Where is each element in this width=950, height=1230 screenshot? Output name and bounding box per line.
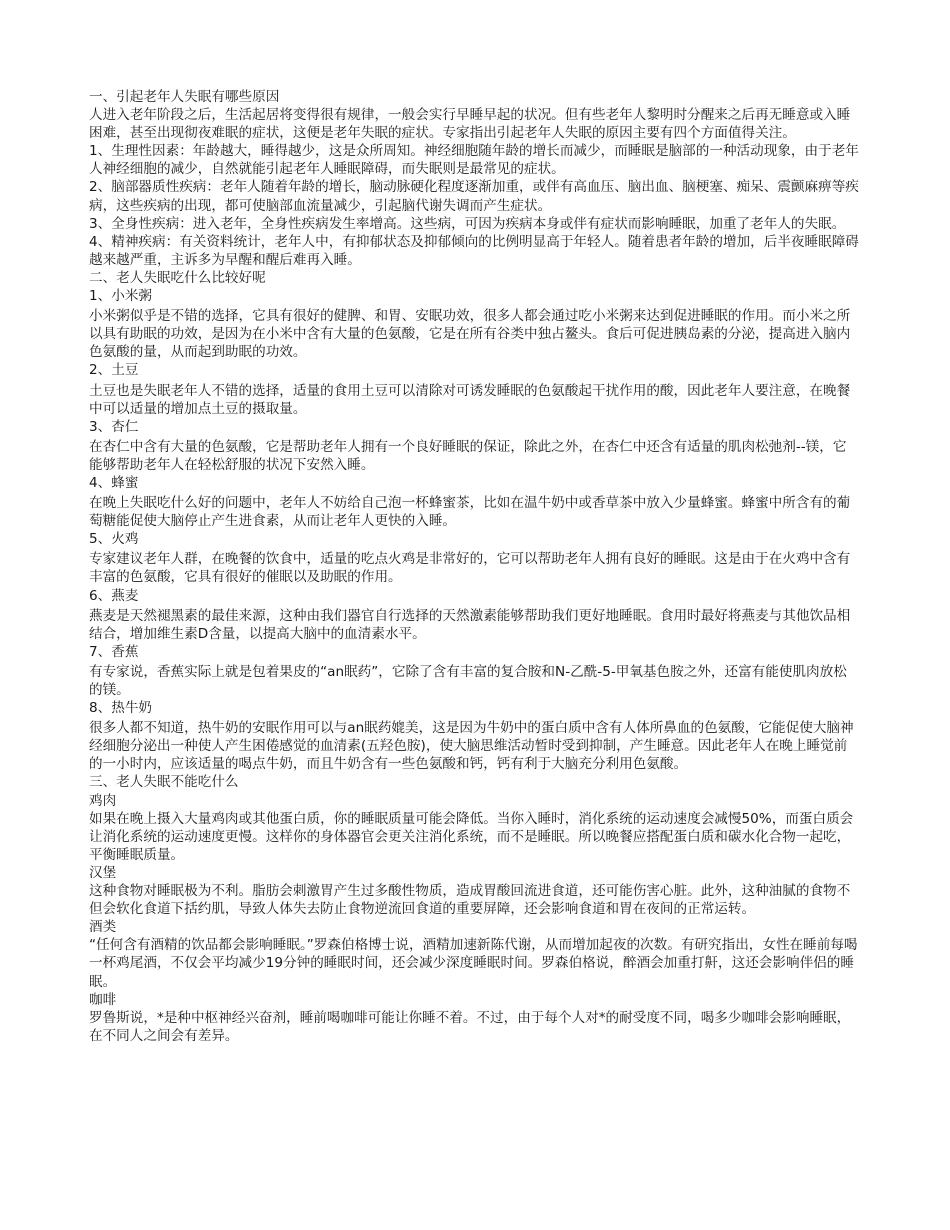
food-title: 3、杏仁 — [89, 418, 139, 435]
intro-paragraph: 人进入老年阶段之后，生活起居将变得很有规律，一般会实行早睡早起的状况。但有些老年人黎明时分醒来之后再无睡意或入睡困难，甚至出现彻夜难眠的症状，这便是老年失眠的症状。专家指出引起老年人失眠的原因主要有四个方面值得关注。 — [89, 107, 851, 142]
food-title: 1、小米粥 — [89, 288, 153, 305]
food-text: 在杏仁中含有大量的色氨酸，它是帮助老年人拥有一个良好睡眠的保证，除此之外，在杏仁中还含有适量的肌肉松弛剂--镁，它能够帮助老年人在轻松舒服的状况下安然入睡。 — [89, 438, 847, 473]
cause-paragraph: 1、生理性因素：年龄越大，睡得越少，这是众所周知。神经细胞随年龄的增长而减少，而睡眠是脑部的一种活动现象，由于老年人神经细胞的减少，自然就能引起老年人睡眠障碍，而失眠则是最常见的症状。 — [89, 143, 859, 178]
food-text: 有专家说，香蕉实际上就是包着果皮的“an眠药”，它除了含有丰富的复合胺和N-乙酰-5-甲氧基色胺之外，还富有能使肌肉放松的镁。 — [89, 663, 847, 698]
section-heading-3: 三、老人失眠不能吃什么 — [89, 774, 239, 791]
avoid-title: 鸡肉 — [89, 792, 117, 809]
section-heading-1: 一、引起老年人失眠有哪些原因 — [89, 89, 280, 105]
food-text: 在晚上失眠吃什么好的问题中，老年人不妨给自己泡一杯蜂蜜茶，比如在温牛奶中或香草茶中放入少量蜂蜜。蜂蜜中所含有的葡萄糖能促使大脑停止产生进食素，从而让老年人更快的入睡。 — [89, 495, 851, 530]
cause-paragraph: 3、全身性疾病：进入老年，全身性疾病发生率增高。这些病，可因为疾病本身或伴有症状而影响睡眠，加重了老年人的失眠。 — [89, 215, 846, 232]
food-title: 6、燕麦 — [89, 587, 139, 604]
avoid-text: 这种食物对睡眠极为不利。脂肪会刺激胃产生过多酸性物质，造成胃酸回流进食道，还可能伤害心脏。此外，这种油腻的食物不但会软化食道下括约肌，导致人体失去防止食物逆流回食道的重要屏障，还会影响食道和胃在夜间的正常运转。 — [89, 883, 851, 918]
food-text: 土豆也是失眠老年人不错的选择，适量的食用土豆可以清除对可诱发睡眠的色氨酸起干扰作用的酸，因此老年人要注意，在晚餐中可以适量的增加点土豆的摄取量。 — [89, 382, 851, 417]
avoid-title: 汉堡 — [89, 864, 117, 881]
food-title: 5、火鸡 — [89, 531, 139, 548]
avoid-title: 酒类 — [89, 919, 117, 936]
food-title: 7、香蕉 — [89, 643, 139, 660]
food-text: 燕麦是天然褪黑素的最佳来源，这种由我们器官自行选择的天然激素能够帮助我们更好地睡眠。食用时最好将燕麦与其他饮品相结合，增加维生素D含量，以提高大脑中的血清素水平。 — [89, 607, 851, 642]
food-text: 小米粥似乎是不错的选择，它具有很好的健脾、和胃、安眠功效，很多人都会通过吃小米粥来达到促进睡眠的作用。而小米之所以具有助眠的功效，是因为在小米中含有大量的色氨酸，它是在所有谷类中独占鳌头。食后可促进胰岛素的分泌，提高进入脑内色氨酸的量，从而起到助眠的功效。 — [89, 308, 851, 361]
avoid-text: 如果在晚上摄入大量鸡肉或其他蛋白质，你的睡眠质量可能会降低。当你入睡时，消化系统的运动速度会减慢50%，而蛋白质会让消化系统的运动速度更慢。这样你的身体器官会更关注消化系统，而不是睡眠。所以晚餐应搭配蛋白质和碳水化合物一起吃，平衡睡眠质量。 — [89, 810, 854, 863]
food-title: 4、蜂蜜 — [89, 474, 139, 491]
food-title: 8、热牛奶 — [89, 700, 153, 717]
avoid-text: 罗鲁斯说，*是种中枢神经兴奋剂，睡前喝咖啡可能让你睡不着。不过，由于每个人对*的耐受度不同，喝多少咖啡会影响睡眠，在不同人之间会有差异。 — [89, 1009, 851, 1044]
cause-paragraph: 4、精神疾病：有关资料统计，老年人中，有抑郁状态及抑郁倾向的比例明显高于年轻人。随着患者年龄的增加，后半夜睡眠障碍越来越严重，主诉多为早醒和醒后难再入睡。 — [89, 233, 859, 268]
food-text: 很多人都不知道，热牛奶的安眠作用可以与an眠药媲美，这是因为牛奶中的蛋白质中含有人体所鼻血的色氨酸，它能促使大脑神经细胞分泌出一种使人产生困倦感觉的血清素(五羟色胺)，使大脑思维活动暂时受到抑制，产生睡意。因此老年人在晚上睡觉前的一小时内，应该适量的喝点牛奶，而且牛奶含有一些色氨酸和钙，钙有利于大脑充分利用色氨酸。 — [89, 720, 854, 773]
cause-paragraph: 2、脑部器质性疾病：老年人随着年龄的增长，脑动脉硬化程度逐渐加重，或伴有高血压、脑出血、脑梗塞、痴呆、震颤麻痹等疾病，这些疾病的出现，都可使脑部血流量减少，引起脑代谢失调而产生症状。 — [89, 179, 859, 214]
food-text: 专家建议老年人群，在晚餐的饮食中，适量的吃点火鸡是非常好的，它可以帮助老年人拥有良好的睡眠。这是由于在火鸡中含有丰富的色氨酸，它具有很好的催眠以及助眠的作用。 — [89, 551, 851, 586]
avoid-text: “任何含有酒精的饮品都会影响睡眠。”罗森伯格博士说，酒精加速新陈代谢，从而增加起夜的次数。有研究指出，女性在睡前每喝一杯鸡尾酒，不仅会平均减少19分钟的睡眠时间，还会减少深度睡眠时间。罗森伯格说，醉酒会加重打鼾，这还会影响伴侣的睡眠。 — [89, 937, 858, 990]
food-title: 2、土豆 — [89, 362, 139, 379]
section-heading-2: 二、老人失眠吃什么比较好呢 — [89, 269, 266, 286]
avoid-title: 咖啡 — [89, 991, 117, 1008]
